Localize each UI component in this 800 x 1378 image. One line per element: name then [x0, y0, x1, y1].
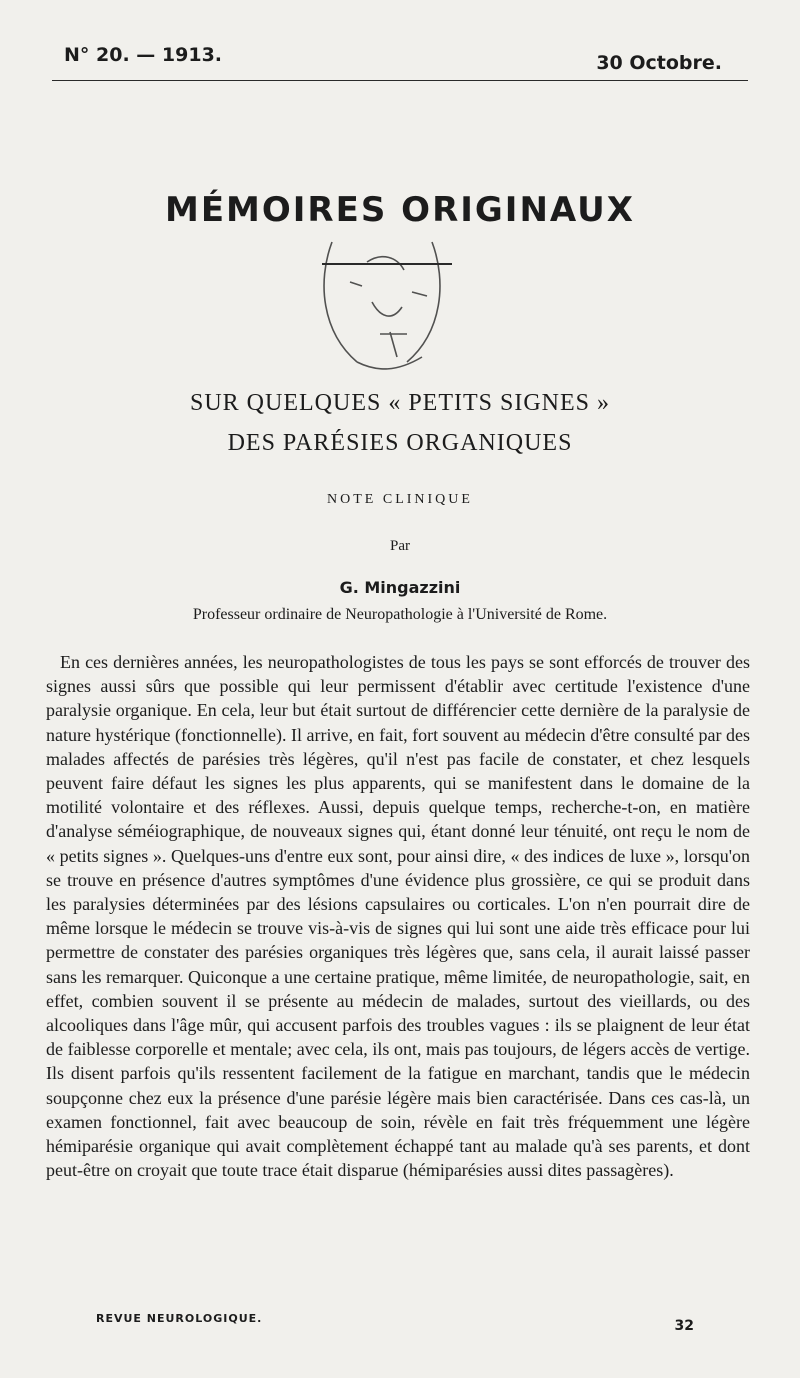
page-number: 32 [674, 1318, 694, 1334]
running-header [52, 44, 748, 76]
section-rubric: MÉMOIRES ORIGINAUX [164, 190, 635, 230]
body-paragraph: En ces dernières années, les neuropathologistes de tous les pays se sont efforcés de trouver des signes aussi sûrs que possible qui leur permissent d'établir avec certitude l'existence d'une paralysie organique. En cela, leur but était surtout de différencier cette dernière de la paralysie de nature hystérique (fonctionnelle). Il arrive, en fait, fort souvent au médecin d'être consulté par des malades affectés de parésies très légères, qu'il n'est pas facile de constater, et chez lesquels peuvent faire défaut les signes les plus apparents, qui se manifestent dans le domaine de la motilité volontaire et des réflexes. Aussi, depuis quelque temps, recherche-t-on, en matière d'analyse séméiographique, de nouveaux signes qui, étant donné leur ténuité, ont reçu le nom de « petits signes ». Quelques-uns d'entre eux sont, pour ainsi dire, « des indices de luxe », lorsqu'on se trouve en présence d'autres symptômes d'une évidence plus grossière, ce qui se produit dans les paralysies déterminées par des lésions capsulaires ou corticales. L'on n'en pourrait dire de même lorsque le médecin se trouve vis-à-vis de signes qui lui sont une aide très efficace pour lui permettre de constater des parésies organiques très légères que, sans cela, il aurait laissé passer sans les remarquer. Quiconque a une certaine pratique, même limitée, de neuropathologie, sait, en effet, combien souvent il se présente au médecin de malades, surtout des vieillards, ou des alcooliques dans l'âge mûr, qui accusent parfois des troubles vagues : ils se plaignent de leur état de faiblesse corporelle et mentale; avec cela, ils ont, mais pas toujours, de légers accès de vertige. Ils disent parfois qu'ils ressentent facilement de la fatigue en marchant, tandis que le médecin soupçonne chez eux la présence d'une parésie légère mais bien caractérisée. Dans ces cas-là, un examen fonctionnel, fait avec beaucoup de soin, révèle en fait très fréquemment une légère hémiparésie organique qui avait complètement échappé tant au malade qu'à ses parents, et dont peut-être on croyait que toute trace était disparue (hémiparésies aussi dites passagères). [46, 652, 750, 1181]
issue-number: N° 20. — 1913. [64, 44, 223, 66]
article-title-line-1: SUR QUELQUES « PETITS SIGNES » [189, 390, 611, 416]
article-title-line-2: DES PARÉSIES ORGANIQUES [227, 430, 573, 456]
library-stamp-icon [312, 222, 452, 382]
issue-date: 30 Octobre. [596, 52, 722, 74]
article-subtitle: NOTE CLINIQUE [327, 492, 473, 507]
author-name: G. Mingazzini [339, 578, 461, 597]
author-affiliation: Professeur ordinaire de Neuropathologie à l'Université de Rome. [192, 606, 608, 623]
journal-footer: REVUE NEUROLOGIQUE. [96, 1312, 263, 1325]
byline-par: Par [390, 538, 410, 554]
header-rule [52, 80, 748, 81]
article-body [46, 650, 750, 1182]
